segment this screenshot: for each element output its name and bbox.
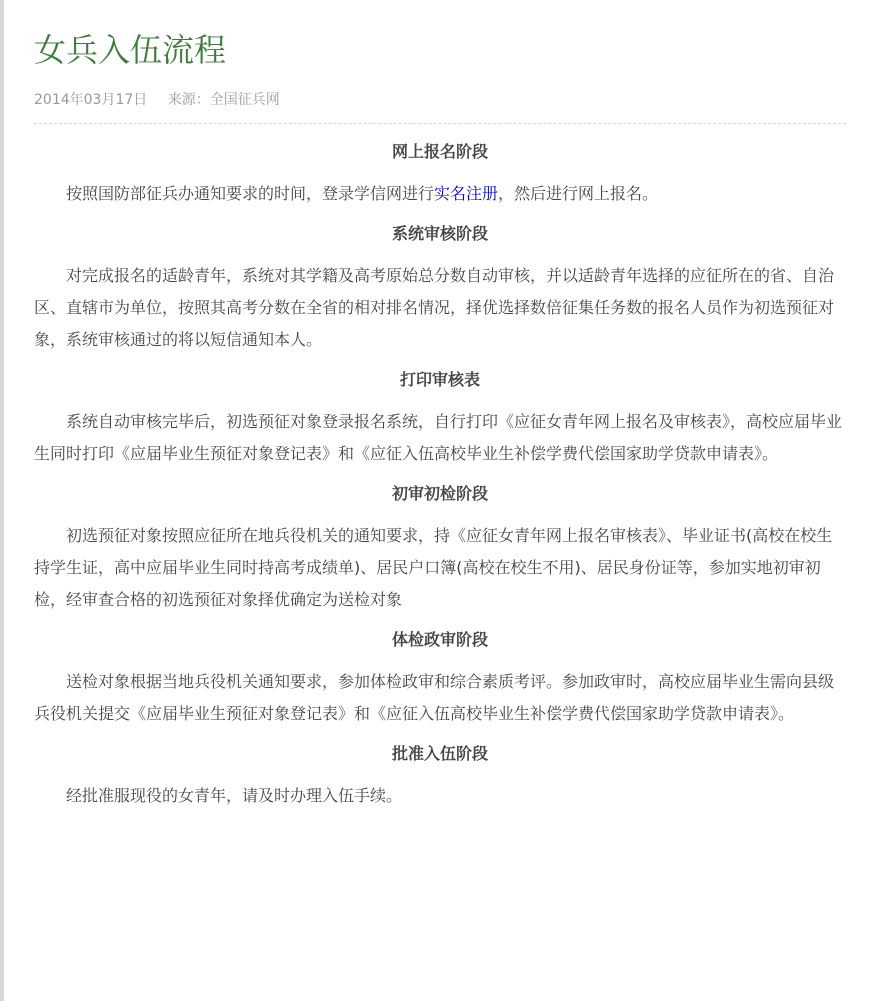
article-body — [34, 124, 846, 812]
left-border — [0, 0, 4, 1001]
section-paragraph-enlistment-approval: 经批准服现役的女青年，请及时办理入伍手续。 — [66, 786, 403, 805]
article-meta — [34, 90, 846, 110]
section-paragraph-system-review: 对完成报名的适龄青年，系统对其学籍及高考原始总分数自动审核，并以适龄青年选择的应征所在的省、自治区、直辖市为单位，按照其高考分数在全省的相对排名情况，择优选择数倍征集任务数的报名人员作为初选预征对象，系统审核通过的将以短信通知本人。 — [34, 266, 835, 349]
paragraph-text: ，然后进行网上报名。 — [498, 184, 659, 203]
section-heading-online-registration: 网上报名阶段 — [391, 142, 488, 161]
publish-date: 2014年03月17日 — [34, 92, 148, 108]
article — [34, 0, 846, 824]
section-heading-initial-check: 初审初检阶段 — [391, 484, 488, 503]
section-heading-enlistment-approval: 批准入伍阶段 — [391, 744, 488, 763]
section-paragraph-online-registration — [34, 178, 846, 210]
paragraph-text: 按照国防部征兵办通知要求的时间，登录学信网进行 — [66, 184, 435, 203]
section-paragraph-initial-check: 初选预征对象按照应征所在地兵役机关的通知要求，持《应征女青年网上报名审核表》、毕业证书(高校在校生持学生证，高中应届毕业生同时持高考成绩单)、居民户口簿(高校在校生不用)、居民身份证等，参加实地初审初检，经审查合格的初选预征对象择优确定为送检对象 — [34, 526, 833, 609]
real-name-registration-link[interactable]: 实名注册 — [434, 184, 499, 203]
section-paragraph-print-form: 系统自动审核完毕后，初选预征对象登录报名系统，自行打印《应征女青年网上报名及审核表》，高校应届毕业生同时打印《应届毕业生预征对象登记表》和《应征入伍高校毕业生补偿学费代偿国家助学贷款申请表》。 — [34, 412, 843, 463]
page-title: 女兵入伍流程 — [34, 31, 227, 69]
section-heading-print-form: 打印审核表 — [399, 370, 480, 389]
article-source: 来源：全国征兵网 — [167, 92, 280, 108]
section-paragraph-medical-political-review: 送检对象根据当地兵役机关通知要求，参加体检政审和综合素质考评。参加政审时，高校应届毕业生需向县级兵役机关提交《应届毕业生预征对象登记表》和《应征入伍高校毕业生补偿学费代偿国家助学贷款申请表》。 — [34, 672, 835, 723]
section-heading-system-review: 系统审核阶段 — [391, 224, 488, 243]
section-heading-medical-political-review: 体检政审阶段 — [391, 630, 488, 649]
